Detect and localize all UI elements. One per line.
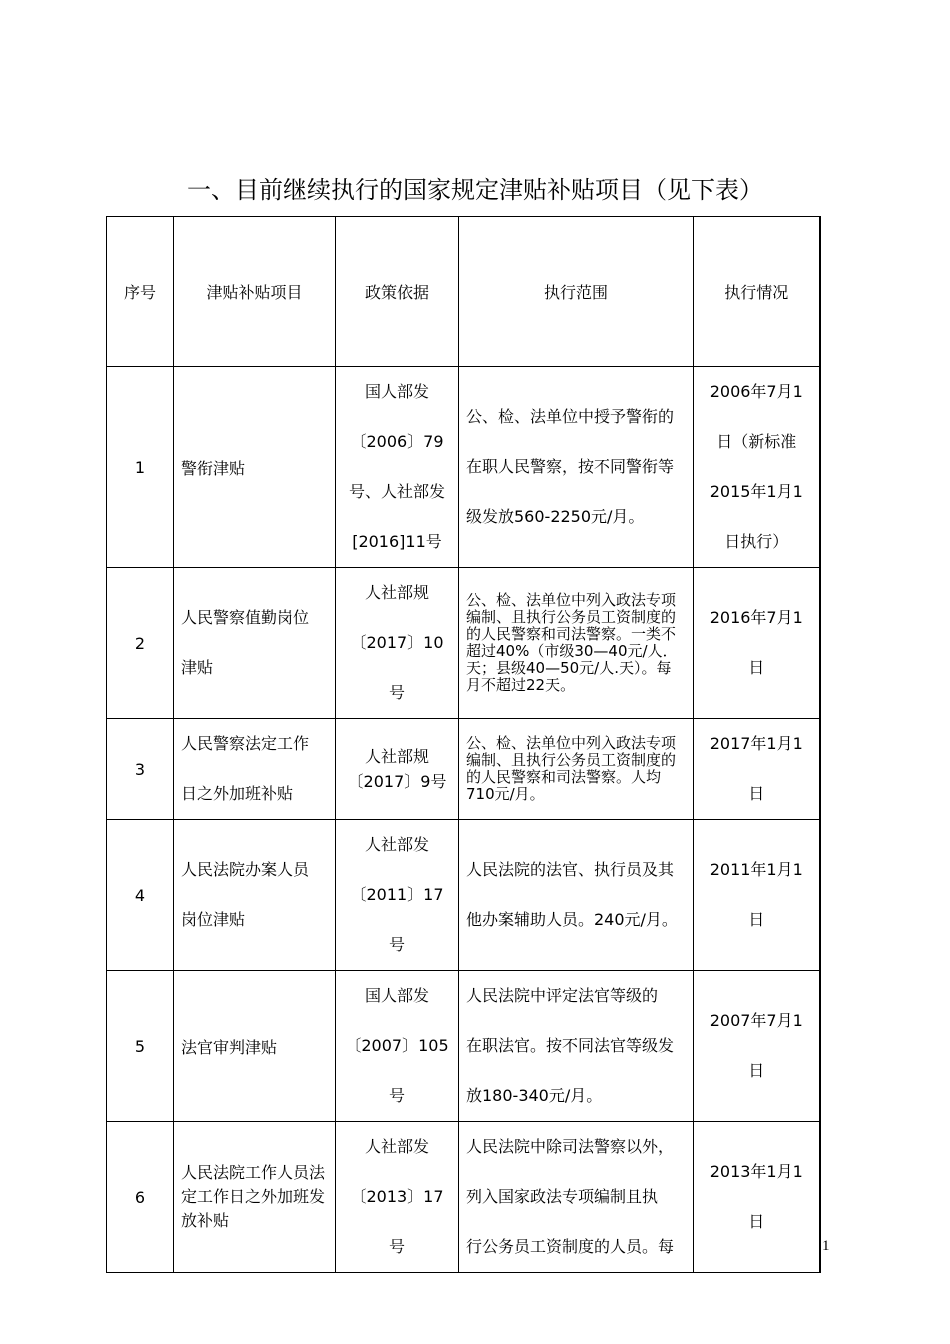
row-no: 6	[107, 1122, 174, 1273]
row-scope: 人民法院中评定法官等级的 在职法官。按不同法官等级发 放180-340元/月。	[466, 986, 675, 1105]
header-status: 执行情况	[694, 217, 820, 367]
row-item: 人民法院办案人员 岗位津贴	[181, 860, 310, 929]
row-no: 5	[107, 971, 174, 1122]
page-title: 一、目前继续执行的国家规定津贴补贴项目（见下表）	[187, 176, 763, 204]
row-item: 法官审判津贴	[174, 971, 336, 1122]
row-item: 人民法院工作人员法定工作日之外加班发放补贴	[174, 1122, 336, 1273]
row-item: 人民警察法定工作 日之外加班补贴	[181, 734, 310, 803]
row-item: 警衔津贴	[174, 367, 336, 568]
table-row	[107, 971, 820, 1122]
table-row	[107, 820, 820, 971]
header-no: 序号	[107, 217, 174, 367]
row-status: 2011年1月1 日	[709, 860, 803, 929]
page-number: 1	[822, 1238, 830, 1254]
row-no: 2	[107, 568, 174, 719]
header-basis: 政策依据	[336, 217, 459, 367]
table-row	[107, 367, 820, 568]
header-item: 津贴补贴项目	[174, 217, 336, 367]
row-scope: 公、检、法单位中列入政法专项编制、且执行公务员工资制度的的人民警察和司法警察。人均710元/月。	[466, 734, 677, 803]
table-header-row	[107, 217, 820, 367]
row-no: 3	[107, 719, 174, 820]
row-scope: 公、检、法单位中授予警衔的 在职人民警察，按不同警衔等 级发放560-2250元/月。	[466, 407, 675, 526]
row-basis: 人社部发 〔2011〕17号	[350, 835, 444, 954]
row-item: 人民警察值勤岗位 津贴	[181, 608, 310, 677]
row-basis: 国人部发 〔2006〕79 号、人社部发 [2016]11号	[348, 382, 445, 551]
row-status: 2017年1月1 日	[709, 734, 803, 803]
row-scope: 公、检、法单位中列入政法专项编制、且执行公务员工资制度的的人民警察和司法警察。一类不超过40%（市级30—40元/人．天；县级40—50元/人.天）。每月不超过22天。	[466, 591, 678, 694]
row-status: 2013年1月1 日	[709, 1162, 803, 1231]
row-status: 2006年7月1 日（新标准 2015年1月1 日执行）	[709, 382, 803, 551]
row-no: 1	[107, 367, 174, 568]
row-basis: 人社部规 〔2017〕10号	[350, 583, 444, 702]
row-scope: 人民法院中除司法警察以外， 列入国家政法专项编制且执 行公务员工资制度的人员。每	[466, 1137, 675, 1256]
table-row	[107, 568, 820, 719]
row-basis: 国人部发 〔2007〕105 号	[345, 986, 449, 1105]
row-basis: 人社部发 〔2013〕17号	[350, 1137, 444, 1256]
table-row	[107, 719, 820, 820]
allowance-table	[106, 216, 821, 1273]
row-status: 2016年7月1 日	[709, 608, 803, 677]
row-no: 4	[107, 820, 174, 971]
header-scope: 执行范围	[459, 217, 694, 367]
row-scope: 人民法院的法官、执行员及其 他办案辅助人员。240元/月。	[466, 860, 678, 929]
row-status: 2007年7月1 日	[709, 1011, 803, 1080]
row-basis: 人社部规 〔2017〕9号	[347, 747, 447, 791]
table-row	[107, 1122, 820, 1273]
